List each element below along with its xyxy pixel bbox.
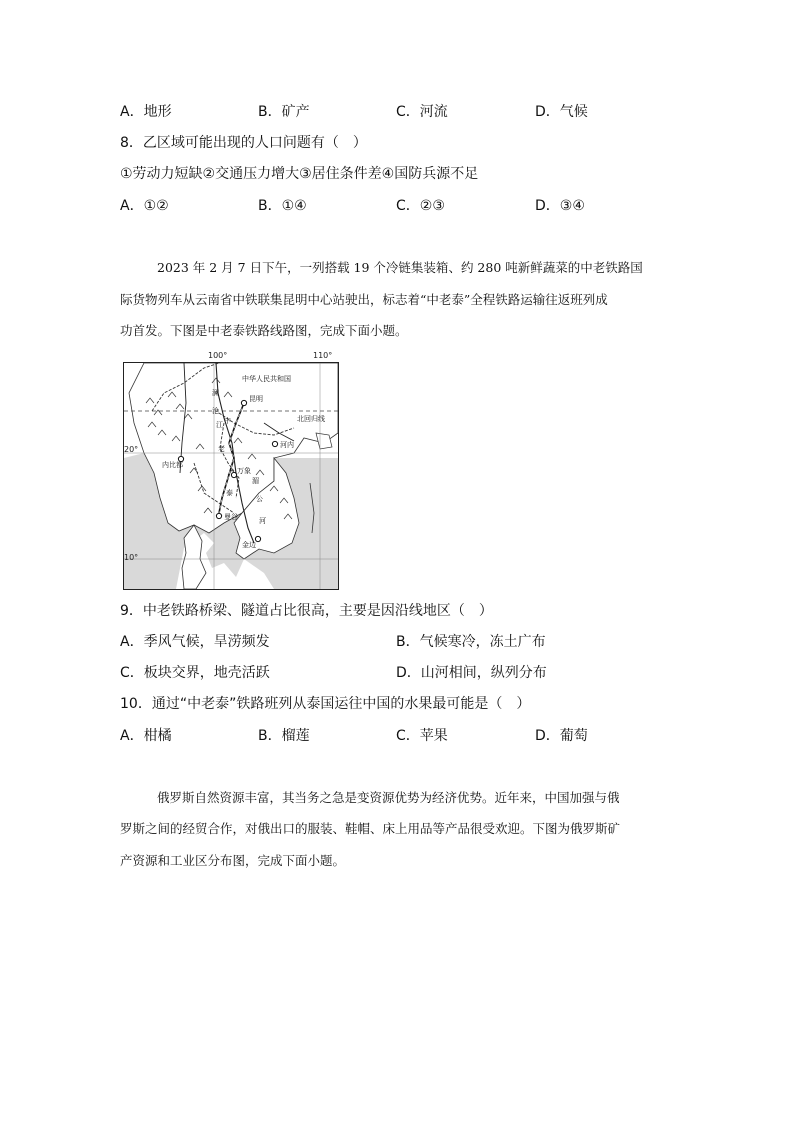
- passage-line: 2023 年 2 月 7 日下午，一列搭载 19 个冷链集装箱、约 280 吨新鲜蔬菜的中老铁路国: [157, 260, 643, 275]
- passage-line: 产资源和工业区分布图，完成下面小题。: [120, 853, 346, 868]
- q10-option-a[interactable]: A．柑橘: [120, 728, 172, 744]
- q7-option-d[interactable]: D．气候: [535, 104, 588, 120]
- city-vientiane: [231, 472, 236, 477]
- q8-items: ①劳动力短缺②交通压力增大③居住条件差④国防兵源不足: [120, 166, 479, 182]
- label-phnom-penh: 金边: [242, 541, 256, 549]
- q7-option-a[interactable]: A．地形: [120, 104, 172, 120]
- label-vientiane: 万象: [237, 467, 251, 475]
- q10-option-d[interactable]: D．葡萄: [535, 728, 588, 744]
- lon-label-110: 110°: [313, 351, 333, 360]
- passage-line: 俄罗斯自然资源丰富，其当务之急是变资源优势为经济优势。近年来，中国加强与俄: [157, 790, 620, 805]
- q8-question: 8．乙区域可能出现的人口问题有（ ）: [120, 135, 367, 151]
- q9-option-b[interactable]: B．气候寒冷，冻土广布: [396, 634, 546, 650]
- city-bangkok: [216, 513, 221, 518]
- q10-question: 10．通过“中老泰”铁路班列从泰国运往中国的水果最可能是（ ）: [120, 696, 531, 712]
- city-hanoi: [272, 441, 277, 446]
- q8-option-a[interactable]: A．①②: [120, 198, 169, 214]
- label-he: 河: [259, 517, 266, 525]
- label-naypyidaw: 内比都: [162, 461, 183, 469]
- label-kunming: 昆明: [249, 395, 263, 403]
- label-bangkok: 曼谷: [224, 513, 238, 521]
- label-tai: 泰: [226, 489, 233, 497]
- map-svg: [124, 363, 338, 589]
- lat-label-20: 20°: [124, 445, 139, 454]
- lon-label-100: 100°: [208, 351, 228, 360]
- label-gong: 公: [256, 495, 263, 503]
- q8-option-d[interactable]: D．③④: [535, 198, 585, 214]
- q8-option-c[interactable]: C．②③: [396, 198, 445, 214]
- passage-line: 际货物列车从云南省中铁联集昆明中心站驶出，标志着“中老泰”全程铁路运输往返班列成: [120, 292, 608, 307]
- q7-option-b[interactable]: B．矿产: [258, 104, 310, 120]
- q10-option-c[interactable]: C．苹果: [396, 728, 448, 744]
- label-lan: 澜: [212, 389, 219, 397]
- q8-option-b[interactable]: B．①④: [258, 198, 307, 214]
- label-mei: 湄: [252, 477, 259, 485]
- city-kunming: [241, 400, 246, 405]
- railway-map: [123, 362, 339, 590]
- q9-option-d[interactable]: D．山河相间，纵列分布: [396, 665, 547, 681]
- q10-option-b[interactable]: B．榴莲: [258, 728, 310, 744]
- label-tropic: 北回归线: [297, 415, 325, 423]
- passage-line: 功首发。下图是中老泰铁路线路图，完成下面小题。: [120, 323, 408, 338]
- label-lao: 老: [218, 445, 225, 453]
- label-jiang: 江: [216, 421, 223, 429]
- label-china: 中华人民共和国: [242, 375, 291, 383]
- label-zhong: 中: [224, 417, 231, 425]
- q9-question: 9．中老铁路桥梁、隧道占比很高，主要是因沿线地区（ ）: [120, 603, 493, 619]
- q7-option-c[interactable]: C．河流: [396, 104, 448, 120]
- label-cang: 沧: [212, 407, 219, 415]
- label-hanoi: 河内: [280, 441, 294, 449]
- lat-label-10: 10°: [124, 553, 139, 562]
- passage-line: 罗斯之间的经贸合作，对俄出口的服装、鞋帽、床上用品等产品很受欢迎。下图为俄罗斯矿: [120, 821, 621, 836]
- q9-option-a[interactable]: A．季风气候，旱涝频发: [120, 634, 270, 650]
- city-phnom-penh: [255, 536, 260, 541]
- q9-option-c[interactable]: C．板块交界，地壳活跃: [120, 665, 270, 681]
